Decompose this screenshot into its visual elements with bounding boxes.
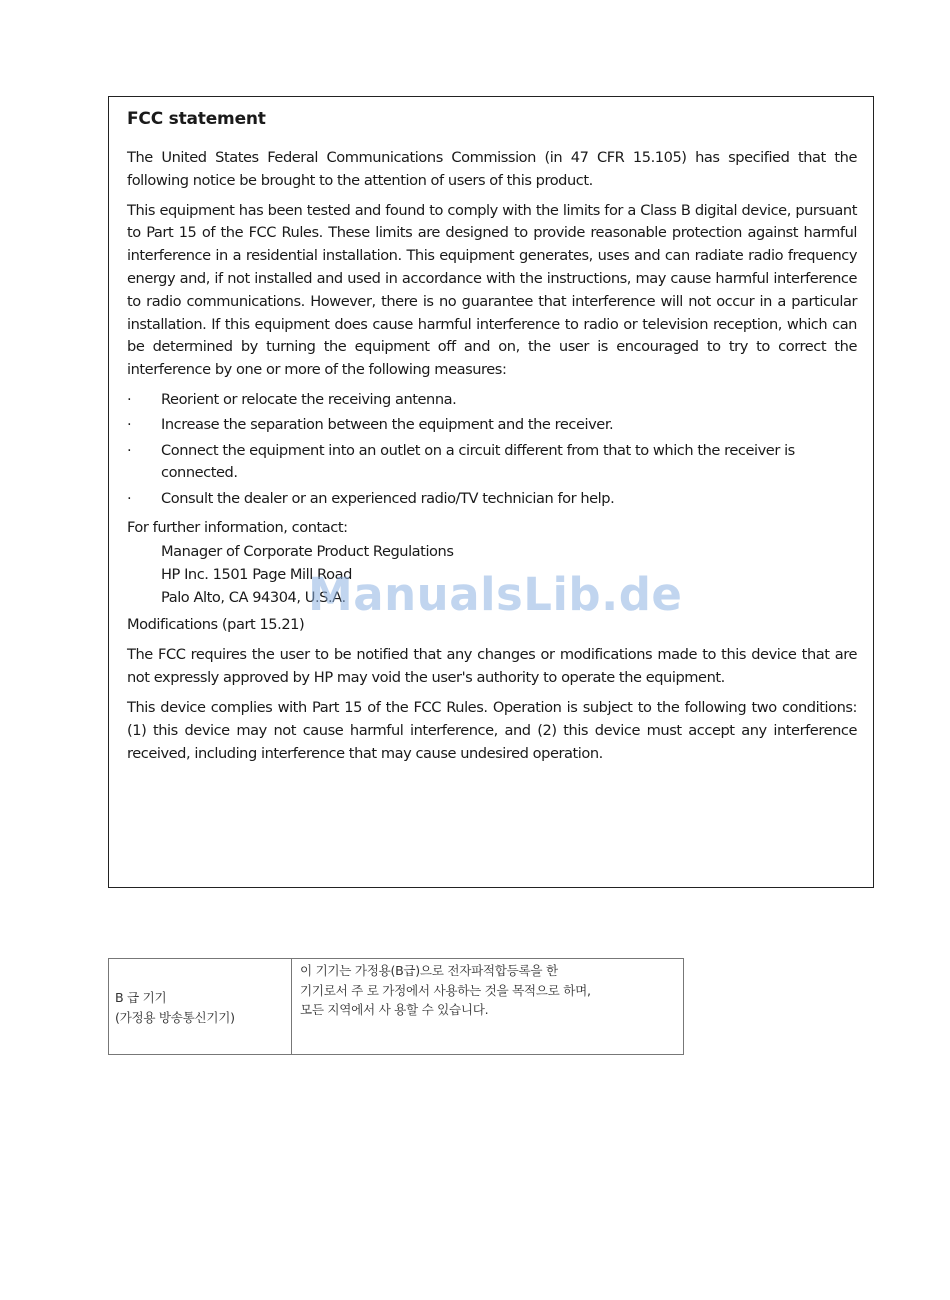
bullet-mark: ·: [127, 441, 132, 459]
table-row: [109, 959, 684, 1055]
bullet-mark: ·: [127, 416, 132, 434]
contact-line: HP Inc. 1501 Page Mill Road: [161, 566, 352, 584]
measure-text: Consult the dealer or an experienced radio/TV technician for help.: [161, 489, 615, 507]
bullet-mark: ·: [127, 390, 132, 408]
measure-text: Reorient or relocate the receiving antenna.: [161, 390, 457, 408]
modifications-heading: Modifications (part 15.21): [127, 615, 305, 633]
contact-intro: For further information, contact:: [127, 519, 348, 537]
bullet-mark: ·: [127, 489, 132, 507]
measures-list: [127, 389, 857, 510]
class-label-cell: [109, 959, 292, 1055]
class-label-line: (가정용 방송통신기기): [115, 1009, 235, 1025]
class-description-cell: [292, 959, 684, 1055]
class-label-line: B 급 기기: [115, 990, 167, 1005]
modifications-paragraph: The FCC requires the user to be notified that any changes or modifications made to this device that are not expressly approved by HP may void the user's authority to operate the equipment.: [127, 646, 857, 687]
contact-line: Palo Alto, CA 94304, U.S.A.: [161, 588, 346, 606]
measure-text: Connect the equipment into an outlet on a circuit different from that to which the receiver is connected.: [161, 441, 795, 482]
equipment-paragraph: This equipment has been tested and found to comply with the limits for a Class B digital device, pursuant to Part 15 of the FCC Rules. These limits are designed to provide reasonable protection against harmful interference in a residential installation. This equipment generates, uses and can radiate radio frequency energy and, if not installed and used in accordance with the instructions, may cause harmful interference to radio communications. However, there is no guarantee that interference will not occur in a particular installation. If this equipment does cause harmful interference to radio or television reception, which can be determined by turning the equipment off and on, the user is encouraged to try to correct the interference by one or more of the following measures:: [127, 201, 857, 379]
watermark: ManualsLib.de: [308, 568, 683, 621]
korean-class-b-table: [108, 958, 684, 1055]
measure-item: [127, 488, 857, 511]
measure-text: Increase the separation between the equipment and the receiver.: [161, 416, 614, 434]
measure-item: [127, 389, 857, 412]
description-line: 모든 지역에서 사 용할 수 있습니다.: [300, 1002, 489, 1017]
fcc-intro-paragraph: The United States Federal Communications Commission (in 47 CFR 15.105) has specified that the following notice be brought to the attention of users of this product.: [127, 149, 857, 189]
contact-address: [127, 541, 857, 609]
compliance-paragraph: This device complies with Part 15 of the FCC Rules. Operation is subject to the following two conditions: (1) this device may not cause harmful interference, and (2) this device must accept any interference received, including interference that may cause undesired operation.: [127, 699, 857, 762]
contact-line: Manager of Corporate Product Regulations: [161, 543, 454, 561]
measure-item: [127, 440, 857, 486]
description-line: 기기로서 주 로 가정에서 사용하는 것을 목적으로 하며,: [300, 982, 591, 998]
fcc-heading: FCC statement: [127, 109, 266, 129]
description-line: 이 기기는 가정용(B급)으로 전자파적합등록을 한: [300, 963, 558, 978]
fcc-statement-box: [108, 96, 874, 888]
measure-item: [127, 414, 857, 437]
